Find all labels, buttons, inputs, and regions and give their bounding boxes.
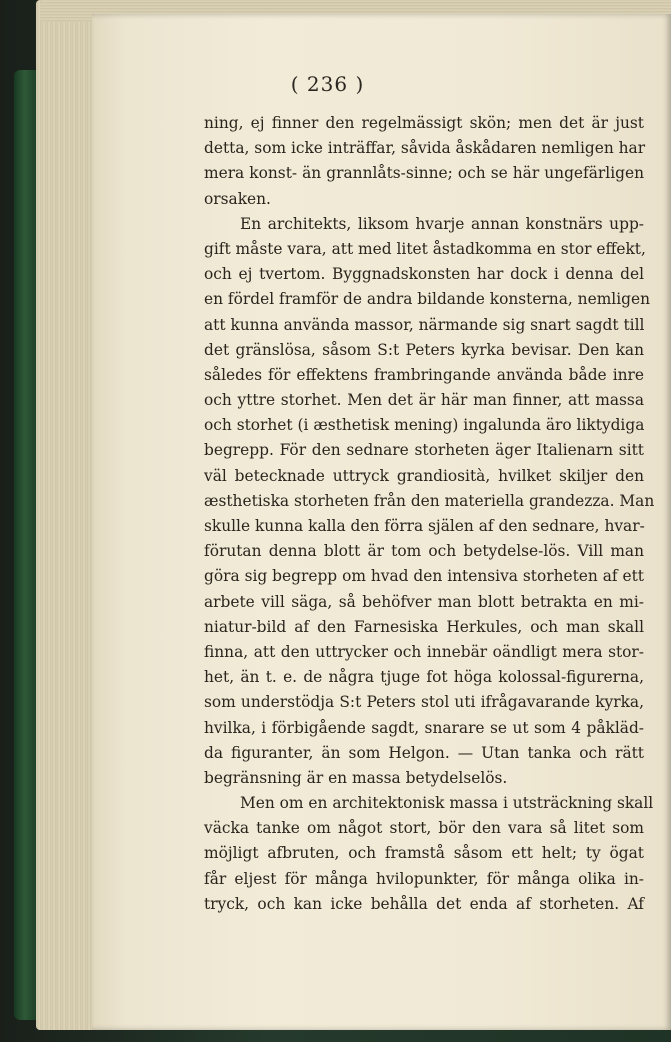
- text-line-9: att kunna använda massor, närmande sig snart sagdt till: [204, 315, 645, 334]
- page-number: ( 236 ): [290, 72, 365, 96]
- text-line-29: väcka tanke om något stort, bör den vara så litet som: [204, 819, 644, 838]
- text-line-30: möjligt afbruten, och framstå såsom ett helt; ty ögat: [204, 844, 644, 863]
- text-line-3: mera konst- än grannlåts-sinne; och se här ungefärligen: [204, 164, 644, 183]
- page-header: [0, 72, 671, 96]
- text-line-4: orsaken.: [204, 189, 271, 208]
- text-line-13: och storhet (i æsthetisk mening) ingalunda äro liktydiga: [204, 416, 645, 435]
- text-line-14: begrepp. För den sednare storheten äger Italienarn sitt: [204, 441, 644, 460]
- text-line-19: göra sig begrepp om hvad den intensiva storheten af ett: [204, 567, 644, 586]
- text-line-31: får eljest för många hvilopunkter, för många olika in-: [204, 869, 644, 888]
- text-line-27: begränsning är en massa betydelselös.: [204, 768, 508, 787]
- text-line-5: En architekts, liksom hvarje annan konstnärs upp-: [240, 214, 644, 233]
- text-line-22: finna, att den uttrycker och innebär oändligt mera stor-: [204, 642, 644, 661]
- text-line-28: Men om en architektonisk massa i utsträckning skall: [240, 794, 654, 813]
- text-line-12: och yttre storhet. Men det är här man finner, att massa: [204, 391, 644, 410]
- page-edges: [36, 0, 96, 1030]
- text-line-6: gift måste vara, att med litet åstadkomma en stor effekt,: [204, 239, 646, 258]
- text-line-7: och ej tvertom. Byggnadskonsten har dock i denna del: [204, 265, 644, 284]
- text-line-15: väl betecknade uttryck grandiosità, hvilket skiljer den: [204, 466, 644, 485]
- text-line-17: skulle kunna kalla den förra själen af den sednare, hvar-: [204, 517, 645, 535]
- text-line-11: således för effektens frambringande använda både inre: [204, 365, 644, 384]
- text-line-21: niatur-bild af den Farnesiska Herkules, och man skall: [204, 617, 644, 636]
- text-line-23: het, än t. e. de några tjuge fot höga kolossal-figurerna,: [204, 668, 644, 687]
- text-line-25: hvilka, i förbigående sagdt, snarare se ut som 4 påkläd-: [204, 718, 644, 737]
- text-line-16: æsthetiska storheten från den materiella grandezza. Man: [204, 491, 655, 510]
- text-line-20: arbete vill säga, så behöfver man blott betrakta en mi-: [204, 592, 644, 611]
- text-line-10: det gränslösa, såsom S:t Peters kyrka bevisar. Den kan: [204, 340, 644, 359]
- text-line-8: en fördel framför de andra bildande konsterna, nemligen: [204, 290, 651, 309]
- text-line-1: ning, ej finner den regelmässigt skön; men det är just: [204, 114, 644, 132]
- body-text: [204, 111, 655, 917]
- text-line-18: förutan denna blott är tom och betydelse-lös. Vill man: [204, 542, 644, 561]
- text-line-32: tryck, och kan icke behålla det enda af storheten. Af: [204, 894, 644, 913]
- text-line-2: detta, som icke inträffar, såvida åskådaren nemligen har: [204, 139, 646, 158]
- text-line-26: da figuranter, än som Helgon. — Utan tanka och rätt: [204, 743, 644, 762]
- book-spine: [14, 70, 38, 1020]
- text-line-24: som understödja S:t Peters stol uti ifrågavarande kyrka,: [204, 693, 644, 712]
